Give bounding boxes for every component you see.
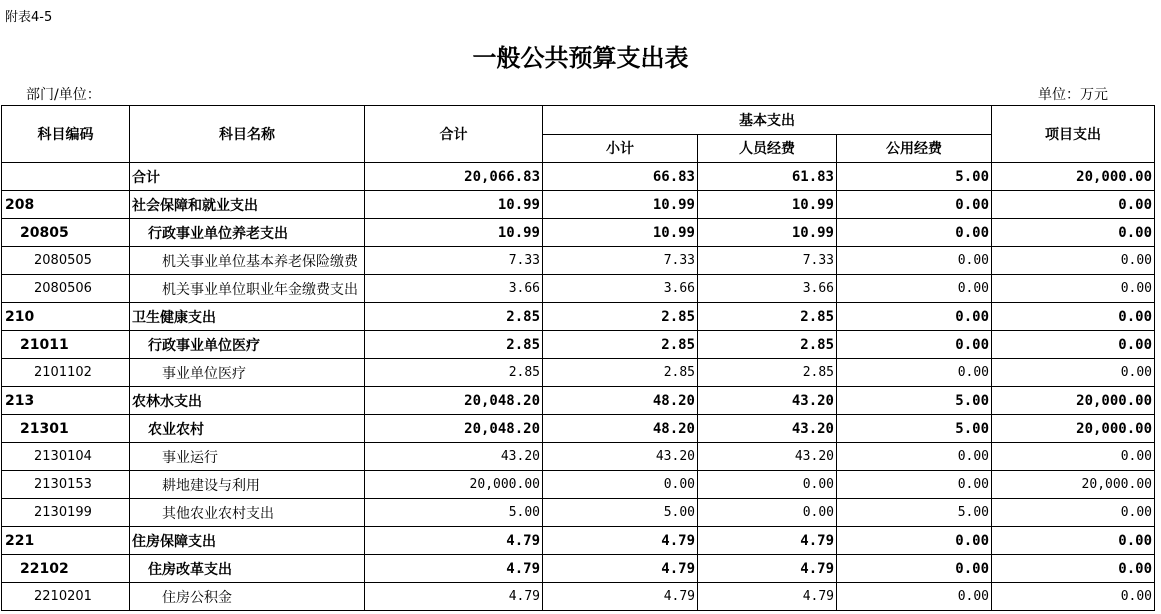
cell-subtotal[interactable]: 2.85: [543, 331, 698, 359]
cell-name[interactable]: 行政事业单位医疗: [130, 331, 365, 359]
cell-total[interactable]: 2.85: [365, 303, 543, 331]
cell-project[interactable]: 0.00: [992, 303, 1155, 331]
table-row[interactable]: [2, 247, 1155, 275]
cell-public[interactable]: 5.00: [837, 387, 992, 415]
cell-project[interactable]: 0.00: [992, 443, 1155, 471]
cell-subtotal[interactable]: 4.79: [543, 555, 698, 583]
cell-public[interactable]: 0.00: [837, 331, 992, 359]
cell-code[interactable]: [2, 163, 130, 191]
unit-label: 单位：万元: [1038, 87, 1108, 103]
table-row[interactable]: [2, 303, 1155, 331]
cell-name[interactable]: 其他农业农村支出: [130, 499, 365, 527]
cell-public[interactable]: 0.00: [837, 583, 992, 611]
cell-code[interactable]: 2080505: [2, 247, 130, 275]
table-row[interactable]: [2, 415, 1155, 443]
cell-name[interactable]: 住房公积金: [130, 583, 365, 611]
cell-project[interactable]: 0.00: [992, 499, 1155, 527]
cell-name[interactable]: 农林水支出: [130, 387, 365, 415]
cell-subtotal[interactable]: 5.00: [543, 499, 698, 527]
cell-personnel[interactable]: 4.79: [698, 555, 837, 583]
cell-code[interactable]: 21301: [2, 415, 130, 443]
cell-project[interactable]: 20,000.00: [992, 471, 1155, 499]
header-total: 合计: [365, 106, 543, 163]
budget-expenditure-table: [1, 105, 1155, 611]
cell-total[interactable]: 4.79: [365, 583, 543, 611]
cell-total[interactable]: 20,048.20: [365, 387, 543, 415]
cell-project[interactable]: 0.00: [992, 191, 1155, 219]
cell-public[interactable]: 0.00: [837, 555, 992, 583]
cell-name[interactable]: 事业单位医疗: [130, 359, 365, 387]
cell-total[interactable]: 2.85: [365, 331, 543, 359]
cell-total[interactable]: 3.66: [365, 275, 543, 303]
header-basic: 基本支出: [543, 106, 992, 135]
cell-total[interactable]: 4.79: [365, 527, 543, 555]
cell-public[interactable]: 0.00: [837, 527, 992, 555]
cell-project[interactable]: 20,000.00: [992, 163, 1155, 191]
cell-subtotal[interactable]: 2.85: [543, 359, 698, 387]
cell-subtotal[interactable]: 4.79: [543, 583, 698, 611]
cell-public[interactable]: 0.00: [837, 471, 992, 499]
cell-project[interactable]: 0.00: [992, 359, 1155, 387]
cell-total[interactable]: 10.99: [365, 191, 543, 219]
table-row[interactable]: [2, 387, 1155, 415]
cell-personnel[interactable]: 0.00: [698, 499, 837, 527]
cell-personnel[interactable]: 2.85: [698, 359, 837, 387]
cell-personnel[interactable]: 2.85: [698, 303, 837, 331]
cell-name[interactable]: 农业农村: [130, 415, 365, 443]
cell-total[interactable]: 4.79: [365, 555, 543, 583]
cell-total[interactable]: 5.00: [365, 499, 543, 527]
cell-public[interactable]: 0.00: [837, 275, 992, 303]
cell-project[interactable]: 0.00: [992, 247, 1155, 275]
cell-name[interactable]: 卫生健康支出: [130, 303, 365, 331]
cell-code[interactable]: 210: [2, 303, 130, 331]
cell-total[interactable]: 2.85: [365, 359, 543, 387]
cell-project[interactable]: 0.00: [992, 275, 1155, 303]
cell-code[interactable]: 2130104: [2, 443, 130, 471]
cell-personnel[interactable]: 43.20: [698, 387, 837, 415]
cell-code[interactable]: 208: [2, 191, 130, 219]
cell-public[interactable]: 5.00: [837, 499, 992, 527]
cell-public[interactable]: 0.00: [837, 247, 992, 275]
department-label: 部门/单位：: [26, 87, 101, 103]
cell-public[interactable]: 5.00: [837, 415, 992, 443]
cell-project[interactable]: 20,000.00: [992, 387, 1155, 415]
cell-name[interactable]: 住房保障支出: [130, 527, 365, 555]
cell-public[interactable]: 0.00: [837, 219, 992, 247]
cell-personnel[interactable]: 2.85: [698, 331, 837, 359]
cell-subtotal[interactable]: 0.00: [543, 471, 698, 499]
cell-subtotal[interactable]: 48.20: [543, 387, 698, 415]
cell-subtotal[interactable]: 3.66: [543, 275, 698, 303]
header-project: 项目支出: [992, 106, 1155, 163]
cell-public[interactable]: 0.00: [837, 303, 992, 331]
cell-code[interactable]: 2101102: [2, 359, 130, 387]
cell-code[interactable]: 2210201: [2, 583, 130, 611]
cell-name[interactable]: 耕地建设与利用: [130, 471, 365, 499]
cell-name[interactable]: 住房改革支出: [130, 555, 365, 583]
table-row[interactable]: [2, 443, 1155, 471]
cell-name[interactable]: 行政事业单位养老支出: [130, 219, 365, 247]
table-row[interactable]: [2, 471, 1155, 499]
table-row[interactable]: [2, 527, 1155, 555]
cell-project[interactable]: 0.00: [992, 555, 1155, 583]
cell-name[interactable]: 合计: [130, 163, 365, 191]
cell-total[interactable]: 7.33: [365, 247, 543, 275]
header-personnel: 人员经费: [698, 134, 837, 163]
cell-project[interactable]: 0.00: [992, 527, 1155, 555]
table-row[interactable]: [2, 191, 1155, 219]
table-row[interactable]: [2, 583, 1155, 611]
header-subtotal: 小计: [543, 134, 698, 163]
cell-total[interactable]: 20,066.83: [365, 163, 543, 191]
table-row[interactable]: [2, 275, 1155, 303]
figure-label: 附表4-5: [5, 10, 53, 25]
cell-name[interactable]: 机关事业单位基本养老保险缴费: [130, 247, 365, 275]
cell-code[interactable]: 2130153: [2, 471, 130, 499]
cell-subtotal[interactable]: 4.79: [543, 527, 698, 555]
table-row[interactable]: [2, 555, 1155, 583]
cell-code[interactable]: 221: [2, 527, 130, 555]
header-code: 科目编码: [2, 106, 130, 163]
cell-project[interactable]: 20,000.00: [992, 415, 1155, 443]
cell-subtotal[interactable]: 10.99: [543, 191, 698, 219]
table-body: [2, 163, 1155, 611]
cell-subtotal[interactable]: 43.20: [543, 443, 698, 471]
cell-personnel[interactable]: 3.66: [698, 275, 837, 303]
cell-public[interactable]: 5.00: [837, 163, 992, 191]
cell-code[interactable]: 22102: [2, 555, 130, 583]
cell-total[interactable]: 20,048.20: [365, 415, 543, 443]
cell-subtotal[interactable]: 66.83: [543, 163, 698, 191]
cell-total[interactable]: 20,000.00: [365, 471, 543, 499]
cell-code[interactable]: 2130199: [2, 499, 130, 527]
header-name: 科目名称: [130, 106, 365, 163]
cell-subtotal[interactable]: 7.33: [543, 247, 698, 275]
cell-name[interactable]: 机关事业单位职业年金缴费支出: [130, 275, 365, 303]
cell-name[interactable]: 事业运行: [130, 443, 365, 471]
cell-name[interactable]: 社会保障和就业支出: [130, 191, 365, 219]
cell-personnel[interactable]: 10.99: [698, 219, 837, 247]
cell-subtotal[interactable]: 10.99: [543, 219, 698, 247]
cell-personnel[interactable]: 61.83: [698, 163, 837, 191]
cell-project[interactable]: 0.00: [992, 583, 1155, 611]
table-row[interactable]: [2, 331, 1155, 359]
cell-subtotal[interactable]: 2.85: [543, 303, 698, 331]
cell-total[interactable]: 43.20: [365, 443, 543, 471]
cell-public[interactable]: 0.00: [837, 443, 992, 471]
cell-public[interactable]: 0.00: [837, 359, 992, 387]
cell-subtotal[interactable]: 48.20: [543, 415, 698, 443]
page-title: 一般公共预算支出表: [472, 43, 689, 72]
cell-personnel[interactable]: 0.00: [698, 471, 837, 499]
cell-personnel[interactable]: 43.20: [698, 443, 837, 471]
cell-project[interactable]: 0.00: [992, 219, 1155, 247]
cell-personnel[interactable]: 10.99: [698, 191, 837, 219]
cell-code[interactable]: 21011: [2, 331, 130, 359]
cell-project[interactable]: 0.00: [992, 331, 1155, 359]
table-row[interactable]: [2, 499, 1155, 527]
cell-personnel[interactable]: 4.79: [698, 583, 837, 611]
cell-personnel[interactable]: 7.33: [698, 247, 837, 275]
table-row[interactable]: [2, 359, 1155, 387]
cell-personnel[interactable]: 43.20: [698, 415, 837, 443]
cell-code[interactable]: 20805: [2, 219, 130, 247]
cell-personnel[interactable]: 4.79: [698, 527, 837, 555]
table-row[interactable]: [2, 163, 1155, 191]
cell-total[interactable]: 10.99: [365, 219, 543, 247]
cell-public[interactable]: 0.00: [837, 191, 992, 219]
cell-code[interactable]: 213: [2, 387, 130, 415]
table-row[interactable]: [2, 219, 1155, 247]
cell-code[interactable]: 2080506: [2, 275, 130, 303]
header-public: 公用经费: [837, 134, 992, 163]
